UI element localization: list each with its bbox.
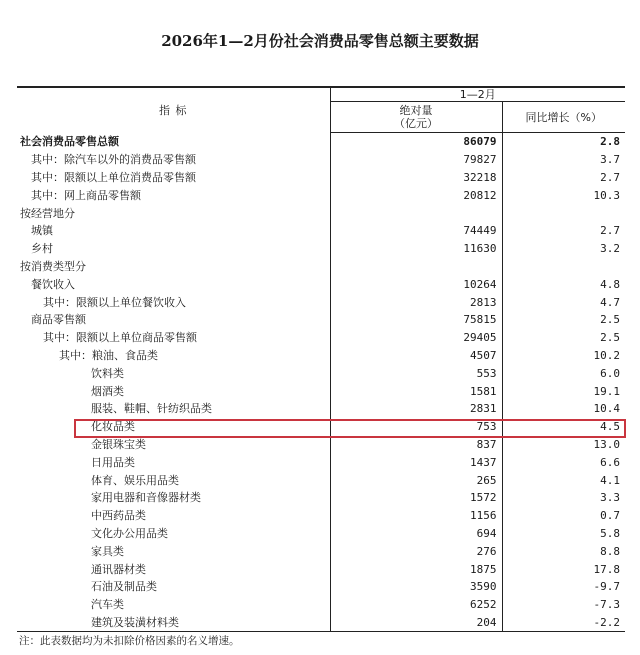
row-label: 文化办公用品类 [17, 525, 330, 543]
table-row [17, 169, 625, 187]
table-row [17, 418, 625, 436]
table-row [17, 186, 625, 204]
table-row [17, 204, 625, 222]
absolute-header-line1: 绝对量 [399, 104, 433, 117]
table-row [17, 436, 625, 454]
row-value: 3590 [330, 578, 502, 596]
row-growth: 6.0 [600, 366, 620, 380]
row-growth: 13.0 [593, 437, 620, 451]
table-row [17, 382, 625, 400]
row-growth: 3.2 [600, 242, 620, 256]
row-label: 汽车类 [17, 596, 330, 614]
footnote: 注：此表数据均为未扣除价格因素的名义增速。 [19, 635, 240, 647]
row-growth: 4.8 [600, 277, 620, 291]
row-value: 2831 [330, 400, 502, 418]
row-growth [502, 204, 625, 222]
row-value: 837 [330, 436, 502, 454]
row-value: 204 [330, 614, 502, 632]
table-row [17, 329, 625, 347]
row-growth: 8.8 [600, 544, 620, 558]
row-value: 1581 [330, 382, 502, 400]
row-value [330, 258, 502, 276]
row-label: 饮料类 [17, 364, 330, 382]
table-row [17, 596, 625, 614]
row-label: 家用电器和音像器材类 [17, 489, 330, 507]
row-label: 其中：限额以上单位餐饮收入 [17, 293, 330, 311]
table-row [17, 258, 625, 276]
row-label: 城镇 [17, 222, 330, 240]
row-growth: 5.8 [600, 526, 620, 540]
retail-sales-table [17, 88, 625, 632]
absolute-header [330, 102, 502, 133]
row-label: 其中：除汽车以外的消费品零售额 [17, 151, 330, 169]
row-value: 74449 [330, 222, 502, 240]
row-label: 建筑及装潢材料类 [17, 614, 330, 632]
row-label: 金银珠宝类 [17, 436, 330, 454]
table-row [17, 542, 625, 560]
row-growth: 2.8 [600, 135, 620, 149]
row-value: 753 [330, 418, 502, 436]
table-row [17, 275, 625, 293]
row-label: 其中：粮油、食品类 [17, 347, 330, 365]
row-growth: 2.7 [600, 170, 620, 184]
table-row [17, 507, 625, 525]
row-value: 4507 [330, 347, 502, 365]
table-row [17, 364, 625, 382]
row-growth: -2.2 [502, 614, 625, 632]
table-row [17, 471, 625, 489]
indicator-header: 指 标 [17, 88, 330, 133]
row-growth: 10.2 [593, 348, 620, 362]
row-label: 日用品类 [17, 453, 330, 471]
table-row [17, 311, 625, 329]
row-growth: 2.5 [600, 331, 620, 345]
table-row [17, 489, 625, 507]
page-title: 2026年1—2月份社会消费品零售总额主要数据 [161, 32, 479, 50]
row-label: 其中：网上商品零售额 [17, 186, 330, 204]
row-value: 1156 [330, 507, 502, 525]
row-growth [502, 258, 625, 276]
row-growth: 10.3 [593, 188, 620, 202]
absolute-header-line2: （亿元） [394, 117, 438, 130]
row-value: 79827 [330, 151, 502, 169]
row-value: 1572 [330, 489, 502, 507]
row-label: 乡村 [17, 240, 330, 258]
row-growth: 3.3 [600, 491, 620, 505]
table-row [17, 560, 625, 578]
table-row [17, 578, 625, 596]
row-value: 20812 [330, 186, 502, 204]
row-value: 265 [330, 471, 502, 489]
row-label: 餐饮收入 [17, 275, 330, 293]
row-label: 其中：限额以上单位消费品零售额 [17, 169, 330, 187]
row-growth: 2.7 [600, 224, 620, 238]
table-row [17, 525, 625, 543]
row-value: 694 [330, 525, 502, 543]
row-growth: -9.7 [593, 580, 620, 594]
table-row [17, 133, 625, 151]
row-label: 烟酒类 [17, 382, 330, 400]
row-value: 11630 [330, 240, 502, 258]
growth-header: 同比增长（%） [502, 102, 625, 133]
row-label: 按消费类型分 [17, 258, 330, 276]
row-growth: 3.7 [600, 153, 620, 167]
table-row [17, 151, 625, 169]
row-growth: 6.6 [600, 455, 620, 469]
row-growth: 4.5 [600, 420, 620, 434]
row-label: 通讯器材类 [17, 560, 330, 578]
row-growth: -7.3 [593, 598, 620, 612]
table-row [17, 453, 625, 471]
row-value: 276 [330, 542, 502, 560]
row-label: 中西药品类 [17, 507, 330, 525]
row-label: 体育、娱乐用品类 [17, 471, 330, 489]
row-label: 商品零售额 [17, 311, 330, 329]
row-label: 服装、鞋帽、针纺织品类 [17, 400, 330, 418]
table-body [17, 133, 625, 632]
row-growth: 4.7 [600, 295, 620, 309]
row-label: 社会消费品零售总额 [17, 133, 330, 151]
row-value: 6252 [330, 596, 502, 614]
table-row [17, 293, 625, 311]
row-value: 1875 [330, 560, 502, 578]
row-value: 2813 [330, 293, 502, 311]
row-growth: 17.8 [593, 562, 620, 576]
row-growth: 19.1 [593, 384, 620, 398]
row-value: 32218 [330, 169, 502, 187]
row-label: 按经营地分 [17, 204, 330, 222]
row-value: 553 [330, 364, 502, 382]
row-label: 化妆品类 [17, 418, 330, 436]
row-growth: 4.1 [600, 473, 620, 487]
table-row [17, 400, 625, 418]
row-label: 家具类 [17, 542, 330, 560]
table-row [17, 614, 625, 632]
row-value: 75815 [330, 311, 502, 329]
row-value: 86079 [330, 133, 502, 151]
row-value: 1437 [330, 453, 502, 471]
row-growth: 10.4 [593, 402, 620, 416]
row-value: 10264 [330, 275, 502, 293]
row-growth: 2.5 [600, 313, 620, 327]
row-label: 石油及制品类 [17, 578, 330, 596]
row-growth: 0.7 [600, 509, 620, 523]
table-row [17, 240, 625, 258]
table-row [17, 222, 625, 240]
row-label: 其中：限额以上单位商品零售额 [17, 329, 330, 347]
row-value: 29405 [330, 329, 502, 347]
table-row [17, 347, 625, 365]
period-header: 1—2月 [330, 88, 625, 102]
row-value [330, 204, 502, 222]
